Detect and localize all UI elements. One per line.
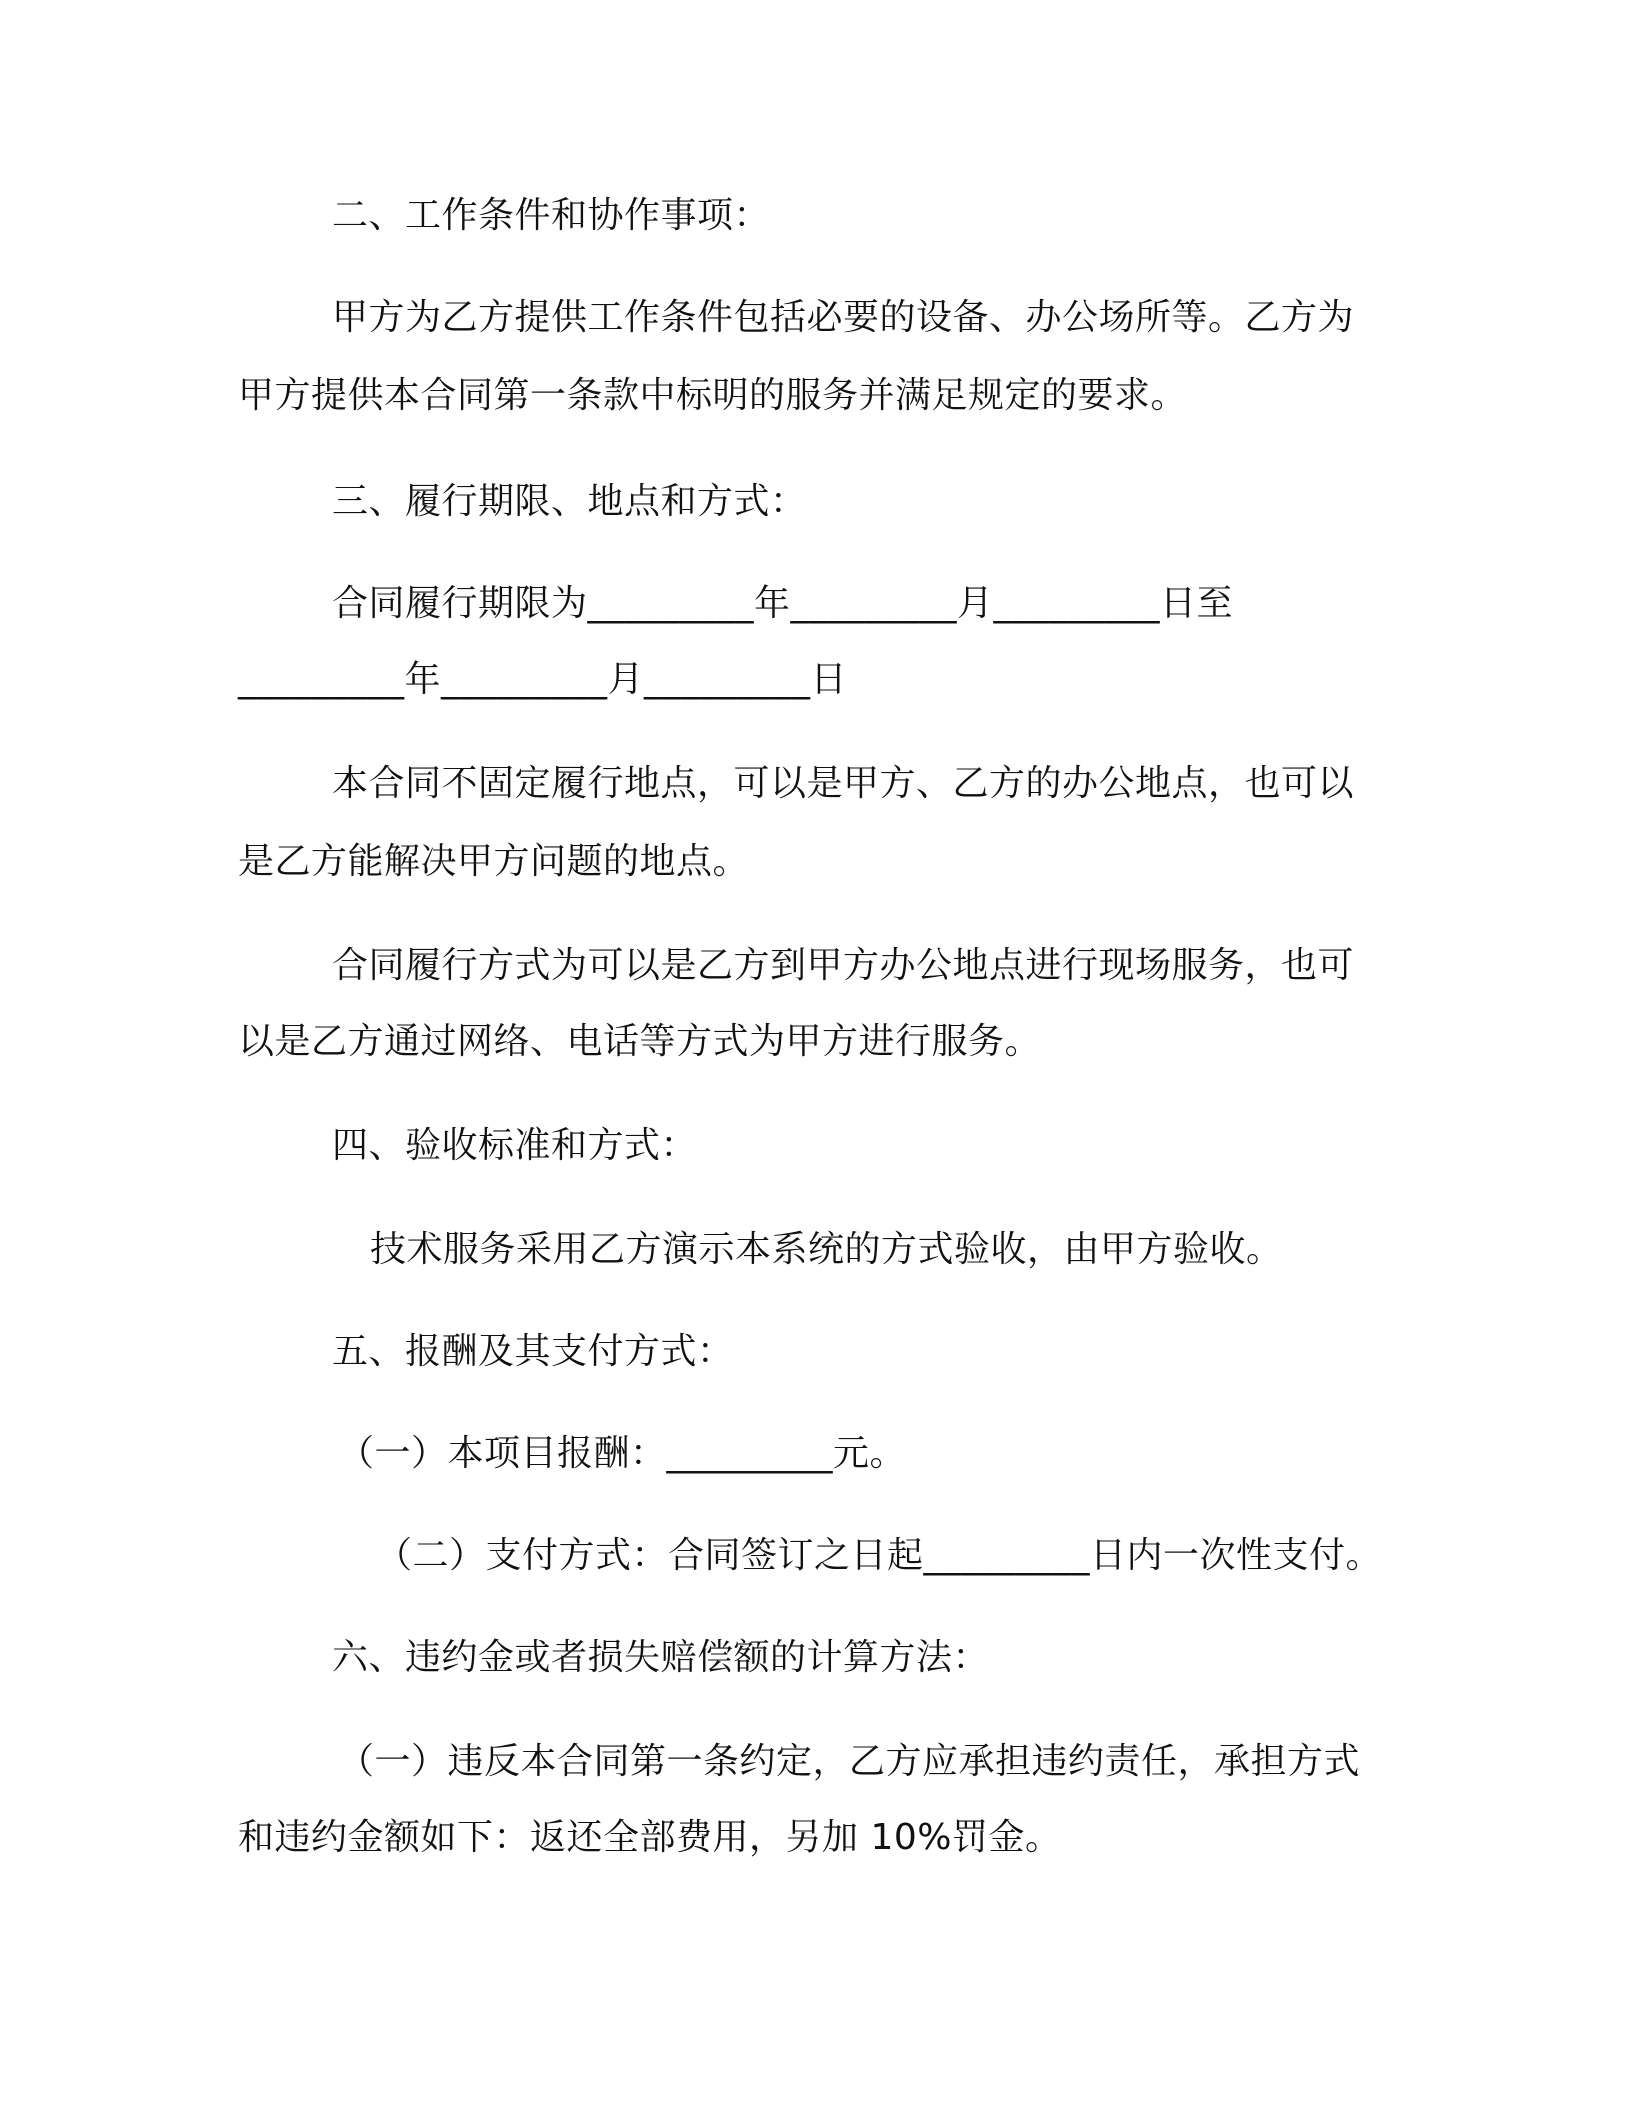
paragraph-line: 技术服务采用乙方演示本系统的方式验收，由甲方验收。 <box>370 1229 1283 1270</box>
paragraph-line: 以是乙方通过网络、电话等方式为甲方进行服务。 <box>238 1021 1042 1062</box>
section-heading-3: 三、履行期限、地点和方式： <box>332 481 807 522</box>
paragraph-line: _________年_________月_________日 <box>238 659 847 700</box>
section-heading-5: 五、报酬及其支付方式： <box>332 1331 734 1372</box>
paragraph-line: （一）违反本合同第一条约定，乙方应承担违约责任，承担方式 <box>338 1741 1361 1782</box>
section-heading-4: 四、验收标准和方式： <box>332 1125 698 1166</box>
paragraph-line: （一）本项目报酬：_________元。 <box>338 1433 907 1474</box>
paragraph-line: 是乙方能解决甲方问题的地点。 <box>238 841 750 882</box>
section-heading-6: 六、违约金或者损失赔偿额的计算方法： <box>332 1637 990 1678</box>
paragraph-line: 甲方提供本合同第一条款中标明的服务并满足规定的要求。 <box>238 375 1188 416</box>
paragraph-line: 本合同不固定履行地点，可以是甲方、乙方的办公地点，也可以 <box>332 763 1355 804</box>
paragraph-line: 和违约金额如下：返还全部费用，另加 10%罚金。 <box>238 1817 1062 1858</box>
section-heading-2: 二、工作条件和协作事项： <box>332 195 771 236</box>
paragraph-line: 甲方为乙方提供工作条件包括必要的设备、办公场所等。乙方为 <box>332 297 1355 338</box>
paragraph-line: 合同履行期限为_________年_________月_________日至 <box>332 583 1234 624</box>
paragraph-line: 合同履行方式为可以是乙方到甲方办公地点进行现场服务，也可 <box>332 945 1355 986</box>
paragraph-line: （二）支付方式：合同签订之日起_________日内一次性支付。 <box>376 1535 1383 1576</box>
